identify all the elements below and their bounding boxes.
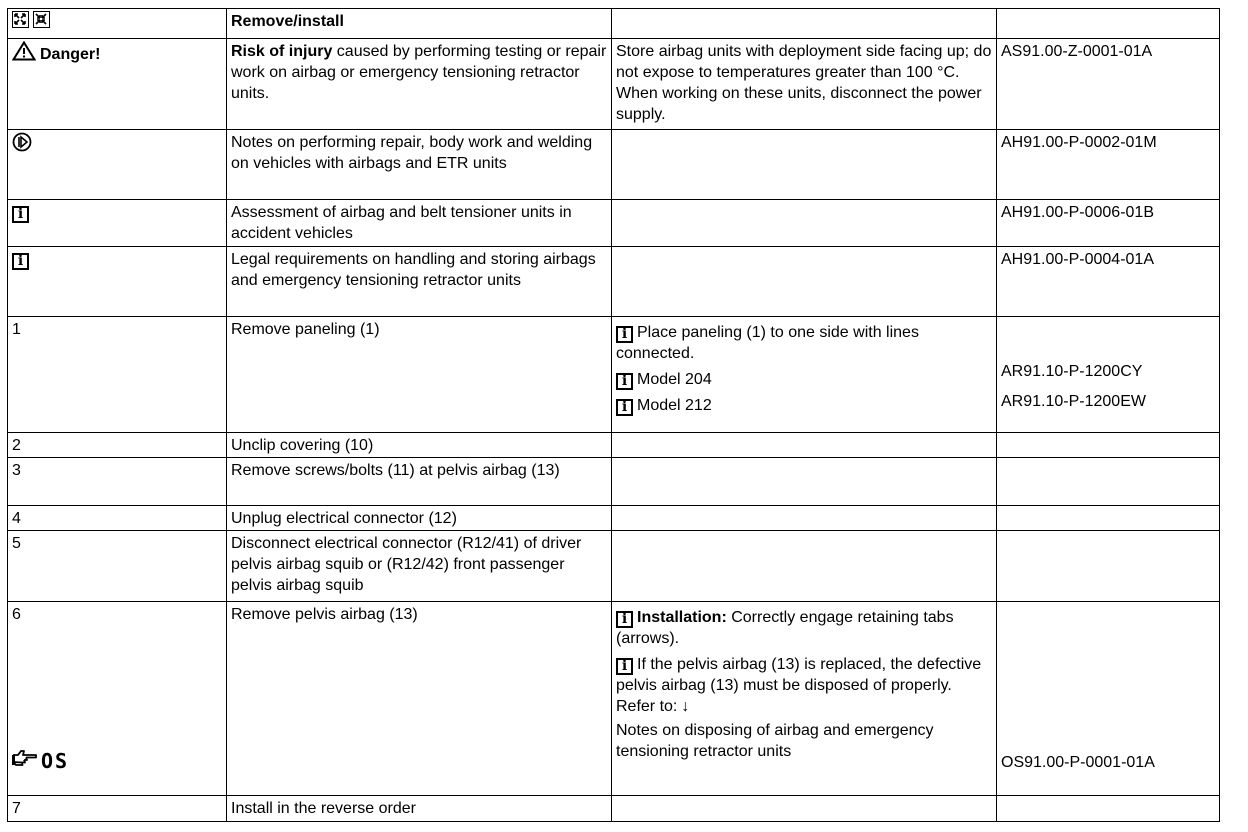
empty-cell xyxy=(612,433,997,458)
empty-cell xyxy=(997,433,1220,458)
replace-note: If the pelvis airbag (13) is replaced, the defective pelvis airbag (13) must be disposed of properly. xyxy=(616,656,982,694)
note-circle-icon xyxy=(12,132,32,152)
risk-title: Risk of injury xyxy=(231,43,333,60)
info-icon: i xyxy=(12,253,29,270)
os-label: OS xyxy=(41,749,70,773)
legal-row xyxy=(8,247,1220,317)
step-row xyxy=(8,602,1220,796)
procedure-table xyxy=(7,8,1220,822)
step-text: Install in the reverse order xyxy=(227,796,612,822)
warning-triangle-icon xyxy=(12,41,36,67)
model-212-label: Model 212 xyxy=(637,397,712,414)
legal-empty xyxy=(612,247,997,317)
model-204-label: Model 204 xyxy=(637,371,712,388)
info-icon-cell xyxy=(8,200,227,247)
info-icon: i xyxy=(616,611,633,628)
legal-text: Legal requirements on handling and storing airbags and emergency tensioning retractor units xyxy=(227,247,612,317)
step-text: Remove screws/bolts (11) at pelvis airbag (13) xyxy=(227,458,612,506)
risk-text: caused by performing testing or repair work on airbag or emergency tensioning retractor units. xyxy=(231,43,607,102)
empty-cell xyxy=(612,531,997,602)
empty-cell xyxy=(612,796,997,822)
notes-repair-text: Notes on performing repair, body work and welding on vehicles with airbags and ETR units xyxy=(227,130,612,200)
legal-ref[interactable]: AH91.00-P-0004-01A xyxy=(997,247,1220,317)
step-row xyxy=(8,531,1220,602)
empty-cell xyxy=(997,506,1220,531)
step6-left xyxy=(8,602,227,796)
danger-description xyxy=(227,39,612,130)
header-row xyxy=(8,9,1220,39)
step1-note: Place paneling (1) to one side with lines connected. xyxy=(616,324,919,362)
info-icon: i xyxy=(616,399,633,416)
model-212-ref[interactable]: AR91.10-P-1200EW xyxy=(1001,393,1146,410)
step-number: 1 xyxy=(8,317,227,433)
danger-note: Store airbag units with deployment side facing up; do not expose to temperatures greater than 100 °C. When working on these units, disconnect the power supply. xyxy=(612,39,997,130)
step-number: 6 xyxy=(12,606,21,623)
danger-cell xyxy=(8,39,227,130)
empty-cell xyxy=(997,796,1220,822)
disposal-ref[interactable]: OS91.00-P-0001-01A xyxy=(1001,754,1155,771)
step-text: Remove pelvis airbag (13) xyxy=(227,602,612,796)
disposal-note: Notes on disposing of airbag and emergency tensioning retractor units xyxy=(616,722,934,760)
header-icons-cell xyxy=(8,9,227,39)
danger-row xyxy=(8,39,1220,130)
step1-refs xyxy=(997,317,1220,433)
info-icon-cell xyxy=(8,247,227,317)
empty-cell xyxy=(612,458,997,506)
info-icon: i xyxy=(616,326,633,343)
step1-notes xyxy=(612,317,997,433)
step-number: 3 xyxy=(8,458,227,506)
notes-repair-empty xyxy=(612,130,997,200)
collapse-icon[interactable] xyxy=(33,11,50,28)
step-number: 7 xyxy=(8,796,227,822)
header-empty-cell-ref xyxy=(997,9,1220,39)
info-icon: i xyxy=(12,206,29,223)
refer-to-label: Refer to: xyxy=(616,698,678,715)
step-row xyxy=(8,506,1220,531)
assessment-empty xyxy=(612,200,997,247)
model-204-ref[interactable]: AR91.10-P-1200CY xyxy=(1001,363,1143,380)
step6-refs xyxy=(997,602,1220,796)
empty-cell xyxy=(612,506,997,531)
assessment-text: Assessment of airbag and belt tensioner units in accident vehicles xyxy=(227,200,612,247)
danger-label: Danger! xyxy=(40,46,101,63)
header-title: Remove/install xyxy=(227,9,612,39)
info-icon: i xyxy=(616,658,633,675)
empty-cell xyxy=(997,531,1220,602)
installation-text: Correctly engage retaining tabs (arrows). xyxy=(616,609,954,647)
notes-repair-ref[interactable]: AH91.00-P-0002-01M xyxy=(997,130,1220,200)
step-number: 5 xyxy=(8,531,227,602)
step-number: 4 xyxy=(8,506,227,531)
down-arrow-icon: ↓ xyxy=(681,698,690,715)
step-text: Unplug electrical connector (12) xyxy=(227,506,612,531)
step-text: Unclip covering (10) xyxy=(227,433,612,458)
note-icon-cell xyxy=(8,130,227,200)
step-number: 2 xyxy=(8,433,227,458)
danger-ref[interactable]: AS91.00-Z-0001-01A xyxy=(997,39,1220,130)
step-row xyxy=(8,458,1220,506)
pointing-hand-icon xyxy=(12,748,38,768)
assessment-ref[interactable]: AH91.00-P-0006-01B xyxy=(997,200,1220,247)
header-empty-cell xyxy=(612,9,997,39)
assessment-row xyxy=(8,200,1220,247)
expand-icon[interactable] xyxy=(12,11,29,28)
os-marker xyxy=(12,748,69,774)
empty-cell xyxy=(997,458,1220,506)
step6-notes xyxy=(612,602,997,796)
notes-repair-row xyxy=(8,130,1220,200)
info-icon: i xyxy=(616,373,633,390)
step-text: Disconnect electrical connector (R12/41) of driver pelvis airbag squib or (R12/42) front passenger pelvis airbag squib xyxy=(227,531,612,602)
step-row xyxy=(8,317,1220,433)
step-row xyxy=(8,433,1220,458)
step-text: Remove paneling (1) xyxy=(227,317,612,433)
installation-label: Installation: xyxy=(637,609,727,626)
step-row xyxy=(8,796,1220,822)
